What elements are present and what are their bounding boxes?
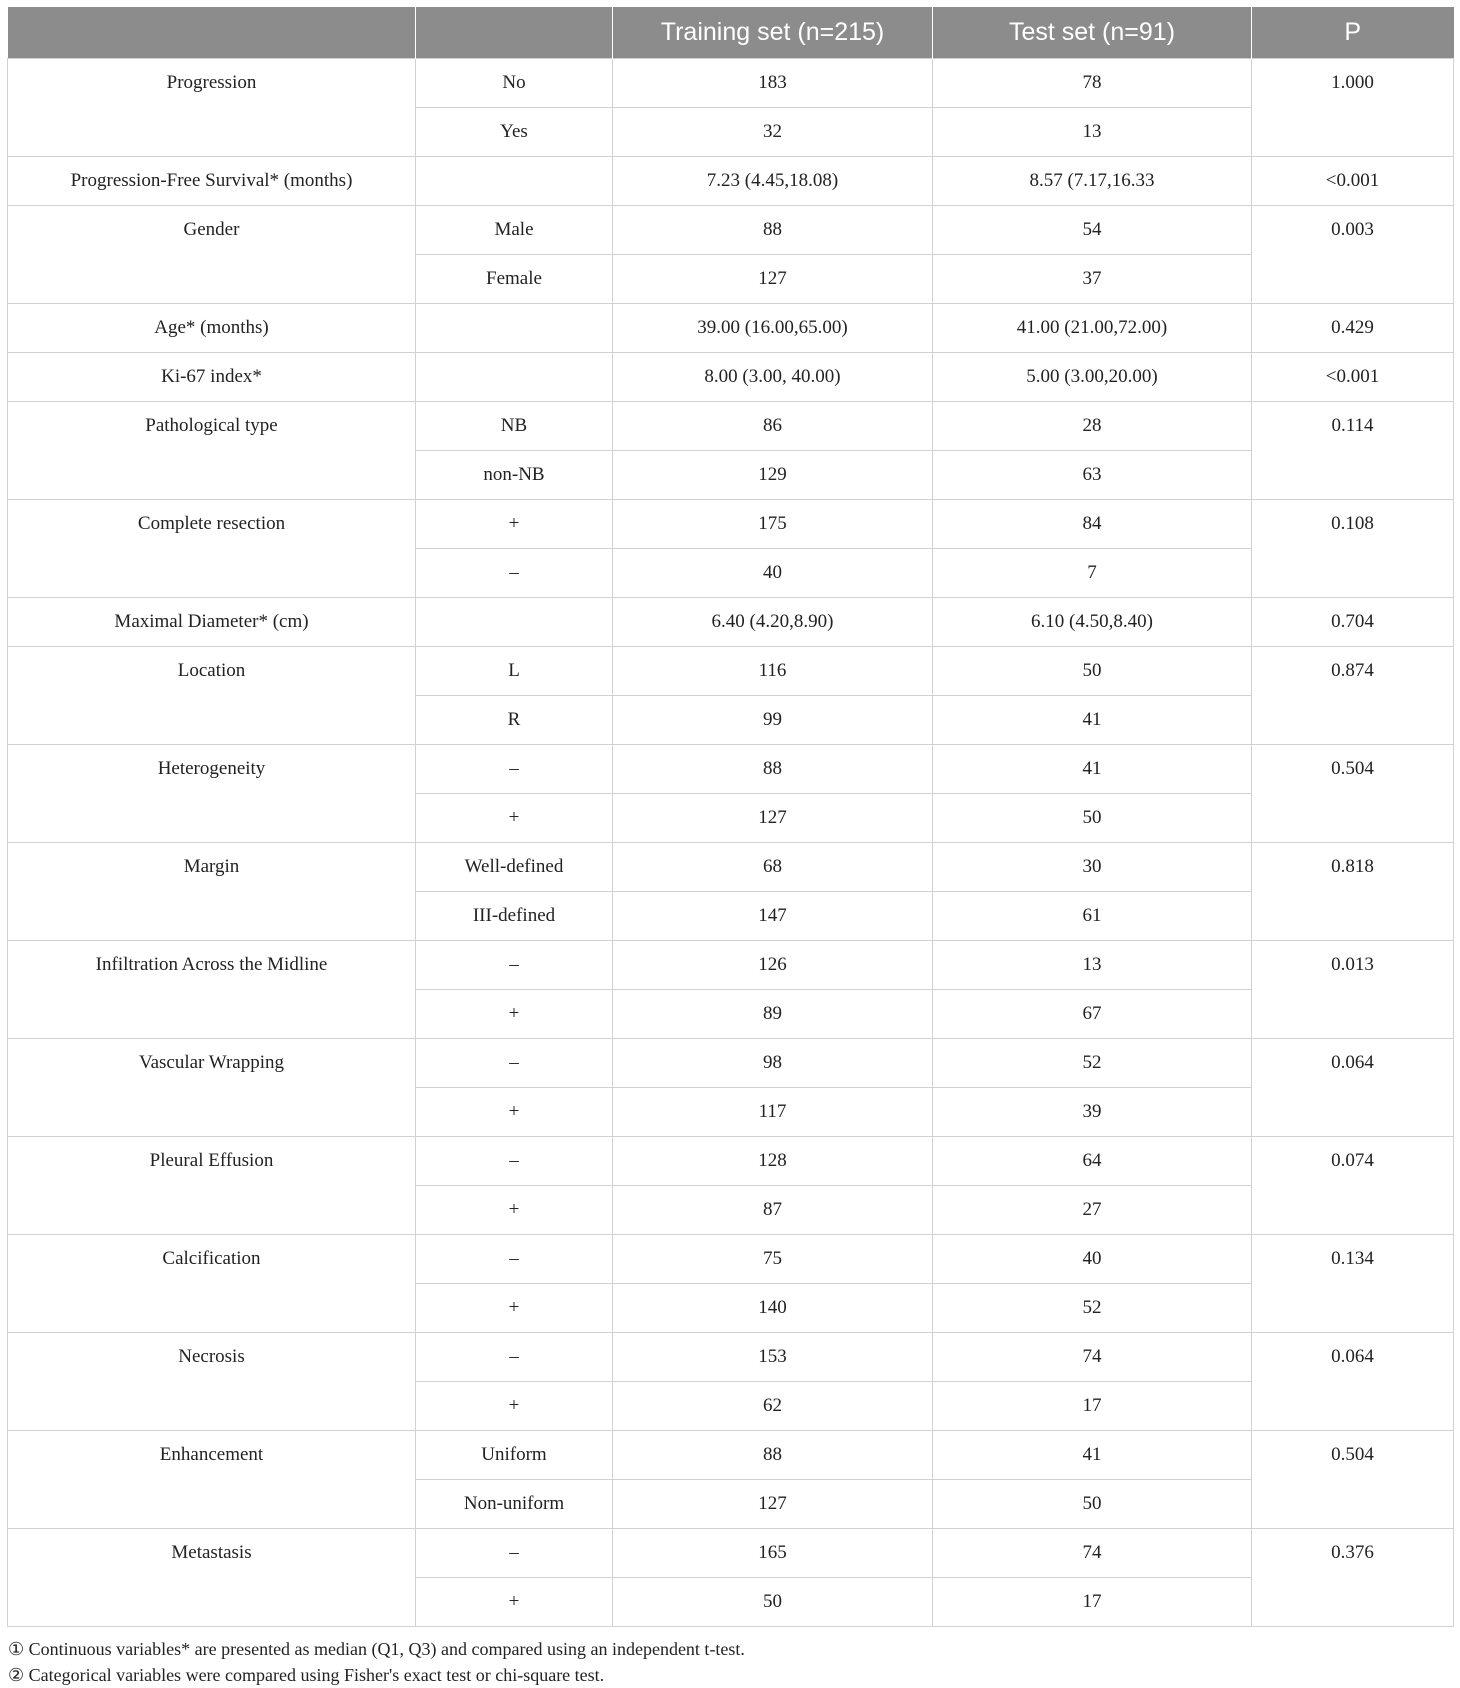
p-value: 0.704 bbox=[1252, 598, 1454, 647]
p-value: 0.874 bbox=[1252, 647, 1454, 745]
test-value: 17 bbox=[933, 1578, 1252, 1627]
test-value: 13 bbox=[933, 108, 1252, 157]
category-cell bbox=[416, 157, 613, 206]
test-value: 13 bbox=[933, 941, 1252, 990]
category-cell: + bbox=[416, 1186, 613, 1235]
test-value: 5.00 (3.00,20.00) bbox=[933, 353, 1252, 402]
test-value: 28 bbox=[933, 402, 1252, 451]
category-cell: + bbox=[416, 1088, 613, 1137]
table-row bbox=[8, 598, 1454, 647]
category-cell: + bbox=[416, 1382, 613, 1431]
category-cell: – bbox=[416, 1137, 613, 1186]
category-cell: – bbox=[416, 549, 613, 598]
variable-name: Enhancement bbox=[8, 1431, 416, 1529]
test-value: 64 bbox=[933, 1137, 1252, 1186]
table-row bbox=[8, 647, 1454, 696]
test-value: 74 bbox=[933, 1333, 1252, 1382]
variable-name: Pathological type bbox=[8, 402, 416, 500]
training-value: 183 bbox=[613, 59, 933, 108]
table-row bbox=[8, 157, 1454, 206]
category-cell bbox=[416, 598, 613, 647]
training-value: 89 bbox=[613, 990, 933, 1039]
table-row bbox=[8, 1431, 1454, 1480]
test-value: 7 bbox=[933, 549, 1252, 598]
variable-name: Vascular Wrapping bbox=[8, 1039, 416, 1137]
category-cell bbox=[416, 304, 613, 353]
header-test-set: Test set (n=91) bbox=[933, 7, 1252, 59]
p-value: 0.003 bbox=[1252, 206, 1454, 304]
test-value: 50 bbox=[933, 1480, 1252, 1529]
training-value: 6.40 (4.20,8.90) bbox=[613, 598, 933, 647]
table-row bbox=[8, 941, 1454, 990]
table-row bbox=[8, 843, 1454, 892]
p-value: 0.818 bbox=[1252, 843, 1454, 941]
footnote: ② Categorical variables were compared using Fisher's exact test or chi-square test. bbox=[8, 1665, 605, 1685]
test-value: 67 bbox=[933, 990, 1252, 1039]
test-value: 41 bbox=[933, 1431, 1252, 1480]
table-body bbox=[8, 59, 1454, 1627]
test-value: 27 bbox=[933, 1186, 1252, 1235]
variable-name: Ki-67 index* bbox=[8, 353, 416, 402]
test-value: 41.00 (21.00,72.00) bbox=[933, 304, 1252, 353]
table-row bbox=[8, 402, 1454, 451]
test-value: 52 bbox=[933, 1284, 1252, 1333]
table-row bbox=[8, 745, 1454, 794]
table-row bbox=[8, 1137, 1454, 1186]
training-value: 147 bbox=[613, 892, 933, 941]
category-cell: + bbox=[416, 1284, 613, 1333]
p-value: 0.108 bbox=[1252, 500, 1454, 598]
training-value: 7.23 (4.45,18.08) bbox=[613, 157, 933, 206]
category-cell: Yes bbox=[416, 108, 613, 157]
variable-name: Progression bbox=[8, 59, 416, 157]
test-value: 6.10 (4.50,8.40) bbox=[933, 598, 1252, 647]
test-value: 41 bbox=[933, 745, 1252, 794]
table-row bbox=[8, 1333, 1454, 1382]
table-footnotes bbox=[7, 1636, 1453, 1688]
table-row bbox=[8, 206, 1454, 255]
training-value: 86 bbox=[613, 402, 933, 451]
p-value: 0.504 bbox=[1252, 745, 1454, 843]
training-value: 126 bbox=[613, 941, 933, 990]
data-table-container bbox=[7, 7, 1453, 1688]
header-category bbox=[416, 7, 613, 59]
training-value: 98 bbox=[613, 1039, 933, 1088]
category-cell: – bbox=[416, 1529, 613, 1578]
p-value: 0.429 bbox=[1252, 304, 1454, 353]
training-value: 50 bbox=[613, 1578, 933, 1627]
test-value: 41 bbox=[933, 696, 1252, 745]
variable-name: Metastasis bbox=[8, 1529, 416, 1627]
category-cell: – bbox=[416, 1235, 613, 1284]
category-cell: NB bbox=[416, 402, 613, 451]
test-value: 17 bbox=[933, 1382, 1252, 1431]
category-cell: R bbox=[416, 696, 613, 745]
training-value: 128 bbox=[613, 1137, 933, 1186]
table-header bbox=[8, 7, 1454, 59]
category-cell: + bbox=[416, 1578, 613, 1627]
variable-name: Necrosis bbox=[8, 1333, 416, 1431]
p-value: <0.001 bbox=[1252, 353, 1454, 402]
training-value: 165 bbox=[613, 1529, 933, 1578]
test-value: 52 bbox=[933, 1039, 1252, 1088]
p-value: 0.134 bbox=[1252, 1235, 1454, 1333]
variable-name: Heterogeneity bbox=[8, 745, 416, 843]
test-value: 8.57 (7.17,16.33 bbox=[933, 157, 1252, 206]
test-value: 39 bbox=[933, 1088, 1252, 1137]
category-cell: – bbox=[416, 1333, 613, 1382]
test-value: 61 bbox=[933, 892, 1252, 941]
p-value: 0.064 bbox=[1252, 1333, 1454, 1431]
p-value: 0.376 bbox=[1252, 1529, 1454, 1627]
variable-name: Gender bbox=[8, 206, 416, 304]
category-cell: III-defined bbox=[416, 892, 613, 941]
training-value: 127 bbox=[613, 1480, 933, 1529]
test-value: 63 bbox=[933, 451, 1252, 500]
header-p-value: P bbox=[1252, 7, 1454, 59]
category-cell: Female bbox=[416, 255, 613, 304]
category-cell: Male bbox=[416, 206, 613, 255]
training-value: 99 bbox=[613, 696, 933, 745]
training-value: 175 bbox=[613, 500, 933, 549]
category-cell: – bbox=[416, 1039, 613, 1088]
category-cell: Non-uniform bbox=[416, 1480, 613, 1529]
category-cell: + bbox=[416, 990, 613, 1039]
variable-name: Maximal Diameter* (cm) bbox=[8, 598, 416, 647]
training-value: 127 bbox=[613, 255, 933, 304]
table-row bbox=[8, 1039, 1454, 1088]
category-cell: No bbox=[416, 59, 613, 108]
p-value: <0.001 bbox=[1252, 157, 1454, 206]
table-row bbox=[8, 1529, 1454, 1578]
p-value: 0.013 bbox=[1252, 941, 1454, 1039]
category-cell: + bbox=[416, 794, 613, 843]
variable-name: Calcification bbox=[8, 1235, 416, 1333]
training-value: 8.00 (3.00, 40.00) bbox=[613, 353, 933, 402]
test-value: 37 bbox=[933, 255, 1252, 304]
training-value: 88 bbox=[613, 1431, 933, 1480]
training-value: 32 bbox=[613, 108, 933, 157]
training-value: 88 bbox=[613, 745, 933, 794]
training-value: 127 bbox=[613, 794, 933, 843]
p-value: 0.064 bbox=[1252, 1039, 1454, 1137]
table-row bbox=[8, 1235, 1454, 1284]
comparison-table bbox=[7, 7, 1454, 1627]
variable-name: Infiltration Across the Midline bbox=[8, 941, 416, 1039]
training-value: 39.00 (16.00,65.00) bbox=[613, 304, 933, 353]
category-cell: – bbox=[416, 941, 613, 990]
table-row bbox=[8, 500, 1454, 549]
training-value: 117 bbox=[613, 1088, 933, 1137]
training-value: 87 bbox=[613, 1186, 933, 1235]
test-value: 50 bbox=[933, 794, 1252, 843]
test-value: 50 bbox=[933, 647, 1252, 696]
training-value: 153 bbox=[613, 1333, 933, 1382]
table-row bbox=[8, 59, 1454, 108]
footnote: ① Continuous variables* are presented as median (Q1, Q3) and compared using an independent t-test. bbox=[8, 1639, 745, 1659]
p-value: 0.114 bbox=[1252, 402, 1454, 500]
category-cell: Uniform bbox=[416, 1431, 613, 1480]
header-training-set: Training set (n=215) bbox=[613, 7, 933, 59]
test-value: 84 bbox=[933, 500, 1252, 549]
p-value: 0.074 bbox=[1252, 1137, 1454, 1235]
p-value: 0.504 bbox=[1252, 1431, 1454, 1529]
category-cell: non-NB bbox=[416, 451, 613, 500]
header-variable bbox=[8, 7, 416, 59]
test-value: 30 bbox=[933, 843, 1252, 892]
training-value: 62 bbox=[613, 1382, 933, 1431]
test-value: 78 bbox=[933, 59, 1252, 108]
training-value: 129 bbox=[613, 451, 933, 500]
variable-name: Margin bbox=[8, 843, 416, 941]
training-value: 75 bbox=[613, 1235, 933, 1284]
variable-name: Complete resection bbox=[8, 500, 416, 598]
training-value: 68 bbox=[613, 843, 933, 892]
test-value: 40 bbox=[933, 1235, 1252, 1284]
training-value: 140 bbox=[613, 1284, 933, 1333]
variable-name: Pleural Effusion bbox=[8, 1137, 416, 1235]
variable-name: Progression-Free Survival* (months) bbox=[8, 157, 416, 206]
test-value: 74 bbox=[933, 1529, 1252, 1578]
category-cell: – bbox=[416, 745, 613, 794]
category-cell: Well-defined bbox=[416, 843, 613, 892]
p-value: 1.000 bbox=[1252, 59, 1454, 157]
training-value: 88 bbox=[613, 206, 933, 255]
training-value: 40 bbox=[613, 549, 933, 598]
table-row bbox=[8, 304, 1454, 353]
category-cell bbox=[416, 353, 613, 402]
variable-name: Location bbox=[8, 647, 416, 745]
category-cell: + bbox=[416, 500, 613, 549]
training-value: 116 bbox=[613, 647, 933, 696]
category-cell: L bbox=[416, 647, 613, 696]
variable-name: Age* (months) bbox=[8, 304, 416, 353]
test-value: 54 bbox=[933, 206, 1252, 255]
table-row bbox=[8, 353, 1454, 402]
